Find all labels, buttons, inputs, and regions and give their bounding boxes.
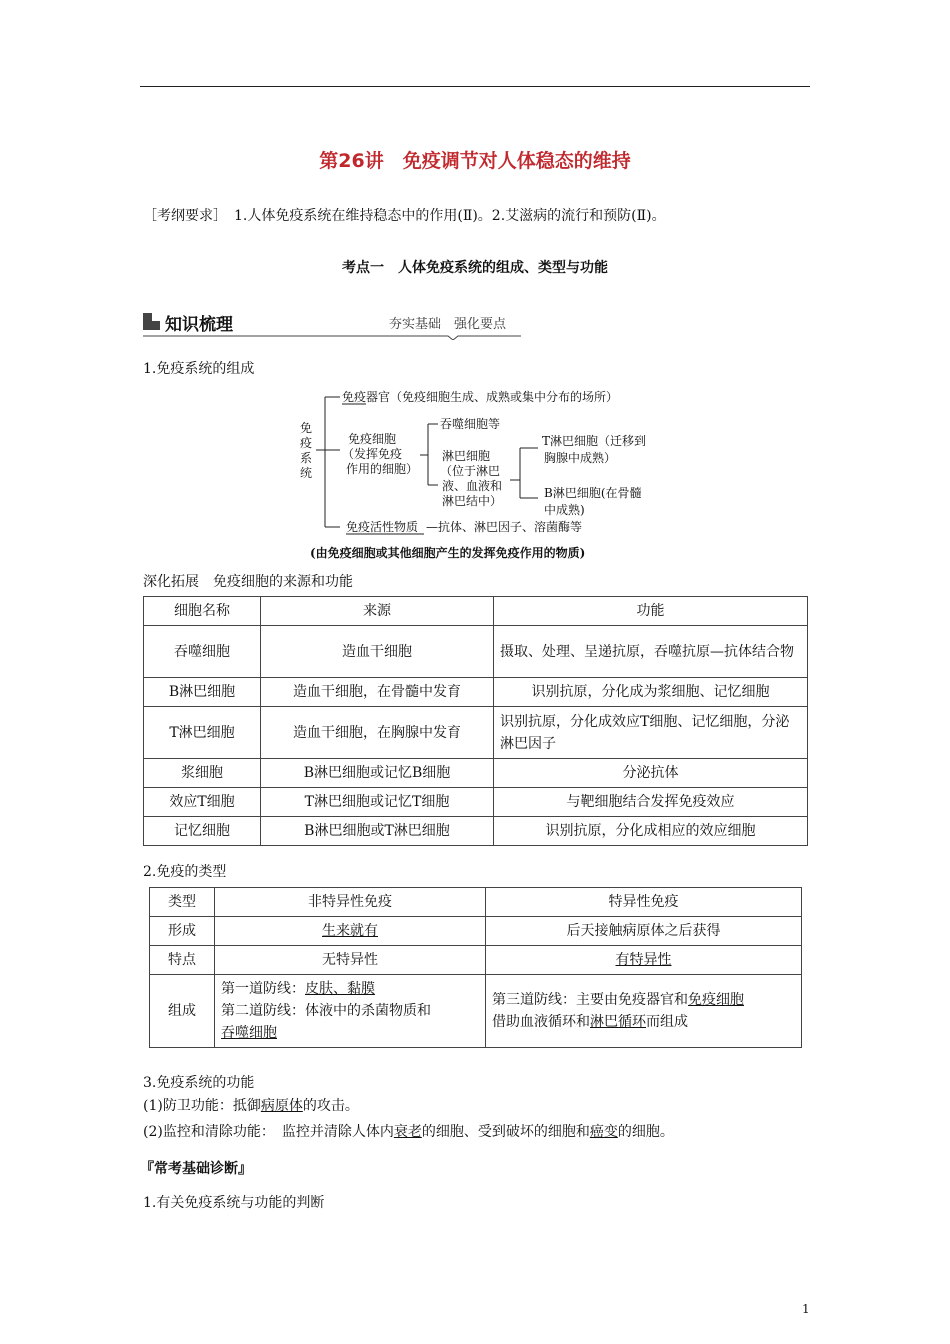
text-span: 借助血液循环和 bbox=[492, 1014, 590, 1030]
table-header-cell: 非特异性免疫 bbox=[215, 888, 486, 917]
table-cell: 与靶细胞结合发挥免疫效应 bbox=[494, 788, 808, 817]
text-span: 的细胞。 bbox=[617, 1124, 674, 1140]
underlined-answer: 淋巴循环 bbox=[590, 1014, 646, 1030]
diagram-t-cell-line1: T淋巴细胞（迁移到 bbox=[542, 434, 647, 448]
text-span: 第一道防线： bbox=[221, 981, 305, 997]
table-cell: T淋巴细胞 bbox=[144, 707, 261, 759]
text-span: 而组成 bbox=[646, 1014, 688, 1030]
diagram-cell-line1: 免疫细胞 bbox=[348, 432, 397, 446]
table-cell: 造血干细胞，在骨髓中发育 bbox=[261, 678, 494, 707]
diagram-root-char: 统 bbox=[300, 466, 313, 480]
diagram-b-cell-line1: B淋巴细胞(在骨髓 bbox=[544, 486, 642, 500]
diagram-lymph-line3: 液、血液和 bbox=[442, 479, 503, 493]
table-row bbox=[150, 917, 802, 946]
knowledge-bar-rule bbox=[143, 310, 523, 340]
text-span: 的攻击。 bbox=[302, 1098, 359, 1114]
diagram-root-char: 免 bbox=[300, 421, 313, 435]
table-row bbox=[150, 946, 802, 975]
diagram-note: (由免疫细胞或其他细胞产生的发挥免疫作用的物质) bbox=[310, 546, 586, 560]
diagram-root-char: 疫 bbox=[300, 436, 313, 450]
immune-cell-table bbox=[143, 596, 808, 846]
table-cell: 无特异性 bbox=[215, 946, 486, 975]
syllabus-requirements: ［考纲要求］ 1.人体免疫系统在维持稳态中的作用(Ⅱ)。2.艾滋病的流行和预防(Ⅱ)。 bbox=[143, 208, 666, 224]
underlined-answer: 病原体 bbox=[260, 1098, 303, 1114]
table-cell bbox=[486, 946, 802, 975]
table-cell: B淋巴细胞或记忆B细胞 bbox=[261, 759, 494, 788]
function-item-1 bbox=[143, 1094, 359, 1119]
section2-heading: 2.免疫的类型 bbox=[143, 864, 227, 880]
table-row bbox=[144, 626, 808, 678]
underlined-answer: 衰老 bbox=[393, 1124, 422, 1140]
table-row bbox=[144, 678, 808, 707]
table-header-row bbox=[150, 888, 802, 917]
diagram-cell-line2: （发挥免疫 bbox=[342, 447, 403, 461]
immunity-type-table bbox=[149, 887, 802, 1048]
table-cell: B淋巴细胞 bbox=[144, 678, 261, 707]
diagnosis-header: 『常考基础诊断』 bbox=[140, 1161, 252, 1177]
table-header-row bbox=[144, 597, 808, 626]
table-cell: 后天接触病原体之后获得 bbox=[486, 917, 802, 946]
table-header-cell: 来源 bbox=[261, 597, 494, 626]
diagram-lymph-line1: 淋巴细胞 bbox=[442, 449, 491, 463]
section3-heading: 3.免疫系统的功能 bbox=[143, 1075, 255, 1091]
table-row bbox=[144, 817, 808, 846]
table-cell: 记忆细胞 bbox=[144, 817, 261, 846]
table-cell: 识别抗原，分化成相应的效应细胞 bbox=[494, 817, 808, 846]
table-cell: 吞噬细胞 bbox=[144, 626, 261, 678]
table-cell bbox=[215, 917, 486, 946]
knowledge-bar-subtitle: 夯实基础 强化要点 bbox=[389, 317, 507, 332]
table-header-cell: 类型 bbox=[150, 888, 215, 917]
text-span: (1)防卫功能：抵御 bbox=[143, 1098, 261, 1114]
page-number: 1 bbox=[802, 1302, 810, 1316]
underlined-answer: 癌变 bbox=[589, 1124, 618, 1140]
text-span: 的细胞、受到破坏的细胞和 bbox=[421, 1124, 590, 1140]
table-row bbox=[144, 788, 808, 817]
table-cell: 特点 bbox=[150, 946, 215, 975]
function-item-2 bbox=[143, 1120, 674, 1145]
text-line: 第二道防线：体液中的杀菌物质和 bbox=[221, 1003, 431, 1019]
diagram-active-label: 免疫活性物质 bbox=[346, 520, 419, 534]
table-cell: T淋巴细胞或记忆T细胞 bbox=[261, 788, 494, 817]
text-span: (2)监控和清除功能： 监控并清除人体内 bbox=[143, 1124, 394, 1140]
underlined-answer: 有特异性 bbox=[615, 952, 672, 968]
extension-heading: 深化拓展 免疫细胞的来源和功能 bbox=[143, 574, 353, 590]
table-cell: 识别抗原，分化成效应T细胞、记忆细胞，分泌淋巴因子 bbox=[494, 707, 808, 759]
table-cell: 造血干细胞 bbox=[261, 626, 494, 678]
table-cell: 识别抗原，分化成为浆细胞、记忆细胞 bbox=[494, 678, 808, 707]
immune-system-diagram bbox=[280, 380, 700, 565]
section1-heading: 1.免疫系统的组成 bbox=[143, 361, 255, 377]
knowledge-bar-title: 知识梳理 bbox=[165, 315, 233, 335]
underlined-answer: 吞噬细胞 bbox=[221, 1025, 277, 1041]
page-title: 第26讲 免疫调节对人体稳态的维持 bbox=[319, 150, 631, 172]
underlined-answer: 皮肤、黏膜 bbox=[305, 981, 375, 997]
section-point-title: 考点一 人体免疫系统的组成、类型与功能 bbox=[342, 260, 608, 276]
table-row bbox=[144, 759, 808, 788]
diagram-phagocyte: 吞噬细胞等 bbox=[440, 417, 501, 431]
table-cell: 浆细胞 bbox=[144, 759, 261, 788]
text-span: 第三道防线：主要由免疫器官和 bbox=[492, 992, 688, 1008]
table-row bbox=[150, 975, 802, 1048]
table-cell: 组成 bbox=[150, 975, 215, 1048]
table-cell bbox=[486, 975, 802, 1048]
table-cell: 效应T细胞 bbox=[144, 788, 261, 817]
diagram-t-cell-line2: 胸腺中成熟） bbox=[544, 451, 617, 465]
table-cell: 造血干细胞，在胸腺中发育 bbox=[261, 707, 494, 759]
table-row bbox=[144, 707, 808, 759]
diagram-lymph-line2: （位于淋巴 bbox=[440, 464, 501, 478]
underlined-answer: 免疫细胞 bbox=[688, 992, 744, 1008]
diagram-organ: 免疫器官（免疫细胞生成、成熟或集中分布的场所） bbox=[342, 390, 619, 404]
table-header-cell: 细胞名称 bbox=[144, 597, 261, 626]
diagram-cell-line3: 作用的细胞） bbox=[346, 462, 419, 476]
diagram-root-char: 系 bbox=[300, 451, 313, 465]
table-header-cell: 功能 bbox=[494, 597, 808, 626]
diagram-lymph-line4: 淋巴结中） bbox=[442, 494, 503, 508]
top-rule bbox=[140, 86, 810, 87]
table-cell: B淋巴细胞或T淋巴细胞 bbox=[261, 817, 494, 846]
table-cell: 形成 bbox=[150, 917, 215, 946]
underlined-answer: 生来就有 bbox=[322, 923, 378, 939]
subsection-heading: 1.有关免疫系统与功能的判断 bbox=[143, 1195, 325, 1211]
table-cell bbox=[215, 975, 486, 1048]
table-cell: 摄取、处理、呈递抗原，吞噬抗原—抗体结合物 bbox=[494, 626, 808, 678]
diagram-b-cell-line2: 中成熟) bbox=[544, 503, 585, 517]
table-header-cell: 特异性免疫 bbox=[486, 888, 802, 917]
diagram-active-items: —抗体、淋巴因子、溶菌酶等 bbox=[426, 520, 583, 534]
table-cell: 分泌抗体 bbox=[494, 759, 808, 788]
knowledge-bar bbox=[143, 310, 523, 338]
